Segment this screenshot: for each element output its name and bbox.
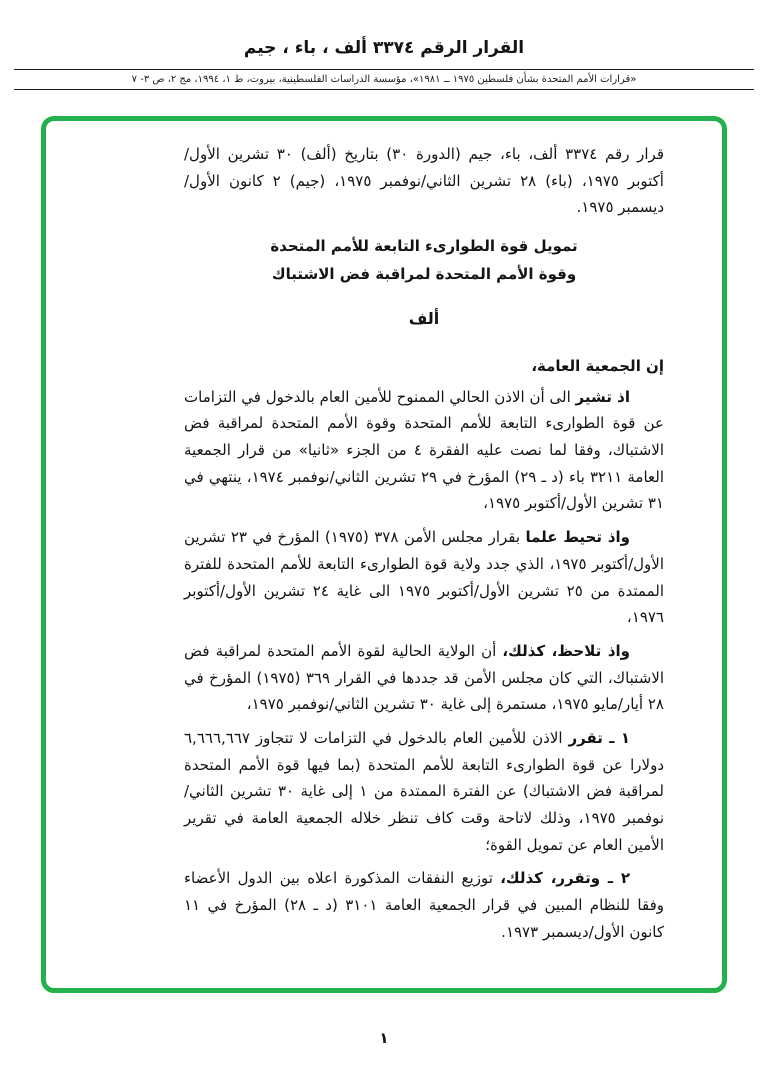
section-label: ألف: [408, 308, 440, 328]
paragraph-operative-1-lead: ١ ـ تقرر: [568, 728, 630, 747]
document-subtitle: [184, 233, 664, 289]
page-title: القرار الرقم ٣٣٧٤ ألف ، باء ، جيم: [243, 38, 525, 58]
subtitle-line-1: تمويل قوة الطوارىء التابعة للأمم المتحدة: [270, 237, 578, 256]
divider-bottom: [14, 89, 754, 90]
paragraph-operative-2-text: توزيع النفقات المذكورة اعلاه بين الدول الأعضاء وفقا للنظام المبين في قرار الجمعية العامة ٣١٠١ (د ـ ٢٨) المؤرخ في ١١ كانون الأول/ديسمبر ١٩٧٣.: [184, 869, 664, 941]
preamble-opening: إن الجمعية العامة،: [531, 357, 664, 376]
subtitle-line-2: وقوة الأمم المتحدة لمراقبة فض الاشتباك: [271, 264, 577, 283]
citation-line: «قرارات الأمم المتحدة بشأن فلسطين ١٩٧٥ ــ ١٩٨١»، مؤسسة الدراسات الفلسطينية، بيروت، ط ١، ١٩٩٤، مج ٢، ص ٣- ٧: [131, 74, 637, 85]
paragraph-recital-2-text: بقرار مجلس الأمن ٣٧٨ (١٩٧٥) المؤرخ في ٢٣ تشرين الأول/أكتوبر ١٩٧٥، الذي جدد ولاية قوة الطوارىء التابعة للأمم المتحدة للفترة الممتدة من ٢٥ تشرين الأول/أكتوبر ١٩٧٥ الى غاية ٢٤ تشرين الأول/أكتوبر ١٩٧٦،: [184, 528, 664, 627]
page-footer: [0, 1028, 768, 1047]
paragraph-recital-2-lead: واذ تحيط علما: [525, 528, 631, 547]
paragraph-operative-1-text: الاذن للأمين العام بالدخول في التزامات لا تتجاوز ٦,٦٦٦,٦٦٧ دولارا عن قوة الطوارىء التابعة للأمم المتحدة (بما فيها قوة الأمم المتحدة لمراقبة فض الاشتباك) عن الفترة الممتدة من ١ إلى غاية ٣٠ تشرين الثاني/نوفمبر ١٩٧٥، وذلك لاتاحة وقت كاف تنظر خلاله الجمعية العامة في تقرير الأمين العام عن تمويل القوة؛: [184, 728, 664, 854]
paragraph-operative-2-lead: ٢ ـ وتقرر، كذلك،: [500, 869, 630, 888]
page-number: ١: [379, 1029, 389, 1047]
paragraph-recital-1-lead: اذ تشير: [575, 387, 630, 406]
resolution-intro: قرار رقم ٣٣٧٤ ألف، باء، جيم (الدورة ٣٠) بتاريخ (ألف) ٣٠ تشرين الأول/أكتوبر ١٩٧٥، (باء) ٢٨ تشرين الثاني/نوفمبر ١٩٧٥، (جيم) ٢ كانون الأول/ديسمبر ١٩٧٥.: [184, 145, 665, 217]
page-header: [0, 0, 768, 90]
paragraph-operative-1: [184, 725, 664, 858]
paragraph-recital-2: [184, 524, 664, 631]
paragraph-recital-3-lead: واذ تلاحظ، كذلك،: [502, 641, 631, 660]
document-content: [46, 121, 722, 988]
paragraph-recital-3: [184, 638, 664, 718]
paragraph-recital-1-text: الى أن الاذن الحالي الممنوح للأمين العام بالدخول في التزامات عن قوة الطوارىء التابعة للأمم المتحدة وقوة الأمم المتحدة لمراقبة فض الاشتباك، وفقا لما نصت عليه الفقرة ٤ من الجزء «ثانيا» من قرار الجمعية العامة ٣٢١١ باء (د ـ ٢٩) المؤرخ في ٢٩ تشرين الثاني/نوفمبر ١٩٧٤، ينتهي في ٣١ تشرين الأول/أكتوبر ١٩٧٥،: [184, 387, 665, 513]
paragraph-recital-3-text: أن الولاية الحالية لقوة الأمم المتحدة لمراقبة فض الاشتباك، التي كان مجلس الأمن قد جددها في القرار ٣٦٩ (١٩٧٥) المؤرخ في ٢٨ أيار/مايو ١٩٧٥، مستمرة إلى غاية ٣٠ تشرين الثاني/نوفمبر ١٩٧٥،: [184, 641, 664, 714]
document-frame: [41, 116, 727, 993]
paragraph-operative-2: [184, 865, 664, 945]
paragraph-recital-1: [184, 384, 664, 517]
